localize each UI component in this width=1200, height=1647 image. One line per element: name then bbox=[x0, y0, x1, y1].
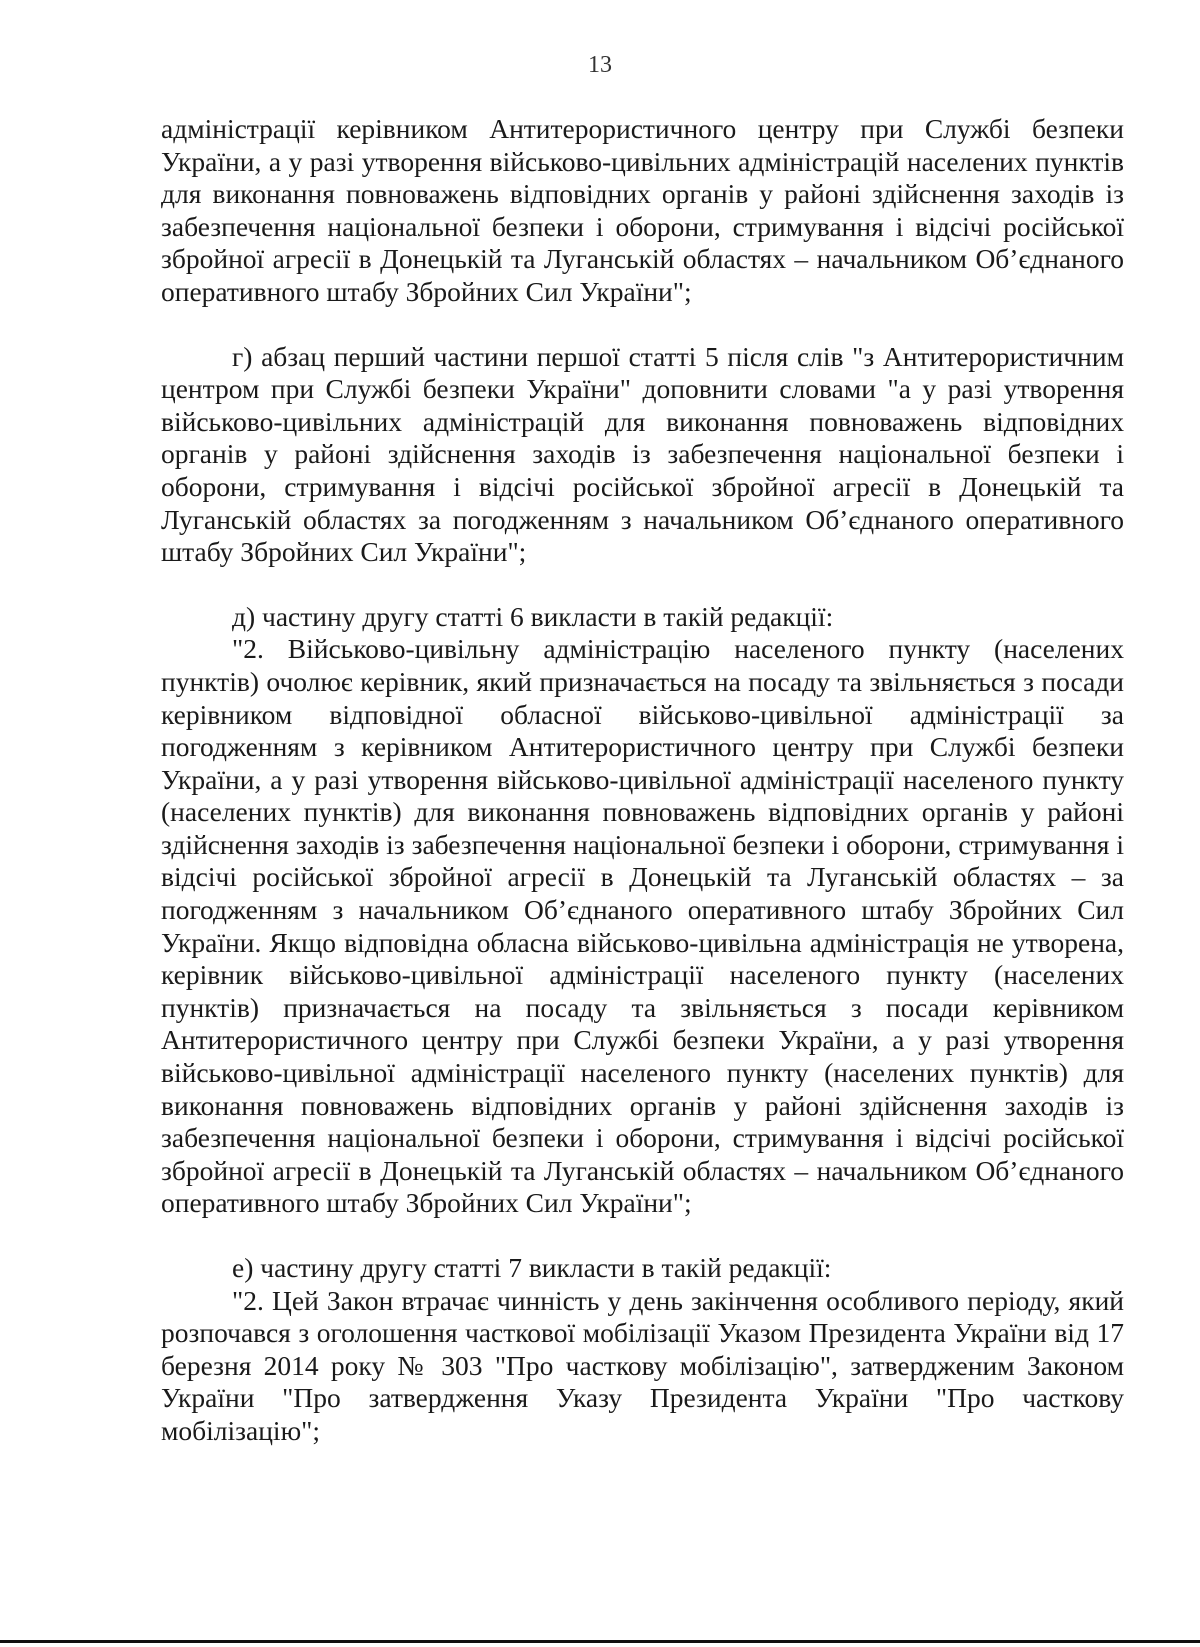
paragraph-item-d-quote: "2. Військово-цивільну адміністрацію населеного пункту (населених пунктів) очолює керівник, який призначається на посаду та звільняється з посади керівником відповідної обласної військово-цивільної адміністрації за погодженням з керівником Антитерористичного центру при Службі безпеки України, а у разі утворення військово-цивільної адміністрації населеного пункту (населених пунктів) для виконання повноважень відповідних органів у районі здійснення заходів із забезпечення національної безпеки і оборони, стримування і відсічі російської збройної агресії в Донецькій та Луганській областях – за погодженням з начальником Об’єднаного оперативного штабу Збройних Сил України. Якщо відповідна обласна військово-цивільна адміністрація не утворена, керівник військово-цивільної адміністрації населеного пункту (населених пунктів) призначається на посаду та звільняється з посади керівником Антитерористичного центру при Службі безпеки України, а у разі утворення військово-цивільної адміністрації населеного пункту (населених пунктів) для виконання повноважень відповідних органів у районі здійснення заходів із забезпечення національної безпеки і оборони, стримування і відсічі російської збройної агресії в Донецькій та Луганській областях – начальником Об’єднаного оперативного штабу Збройних Сил України"; bbox=[161, 633, 1124, 1219]
paragraph-item-e: е) частину другу статті 7 викласти в такій редакції: bbox=[232, 1252, 832, 1283]
page-number: 13 bbox=[588, 52, 612, 78]
document-body bbox=[161, 113, 1124, 1448]
paragraph-item-d: д) частину другу статті 6 викласти в такій редакції: bbox=[232, 600, 834, 632]
bottom-rule bbox=[0, 1640, 1200, 1643]
paragraph-continuation: адміністрації керівником Антитерористичного центру при Службі безпеки України, а у разі утворення військово-цивільних адміністрацій населених пунктів для виконання повноважень відповідних органів у районі здійснення заходів із забезпечення національної безпеки і оборони, стримування і відсічі російської збройної агресії в Донецькій та Луганській областях – начальником Об’єднаного оперативного штабу Збройних Сил України"; bbox=[161, 113, 1124, 307]
paragraph-item-e-quote: "2. Цей Закон втрачає чинність у день закінчення особливого періоду, який розпочався з оголошення часткової мобілізації Указом Президента України від 17 березня 2014 року № 303 "Про часткову мобілізацію", затвердженим Законом України "Про затвердження Указу Президента України "Про часткову мобілізацію"; bbox=[161, 1284, 1124, 1446]
paragraph-item-g: г) абзац перший частини першої статті 5 після слів "з Антитерористичним центром при Службі безпеки України" доповнити словами "а у разі утворення військово-цивільних адміністрацій для виконання повноважень відповідних органів у районі здійснення заходів із забезпечення національної безпеки і оборони, стримування і відсічі російської збройної агресії в Донецькій та Луганській областях за погодженням з начальником Об’єднаного оперативного штабу Збройних Сил України"; bbox=[161, 340, 1124, 568]
